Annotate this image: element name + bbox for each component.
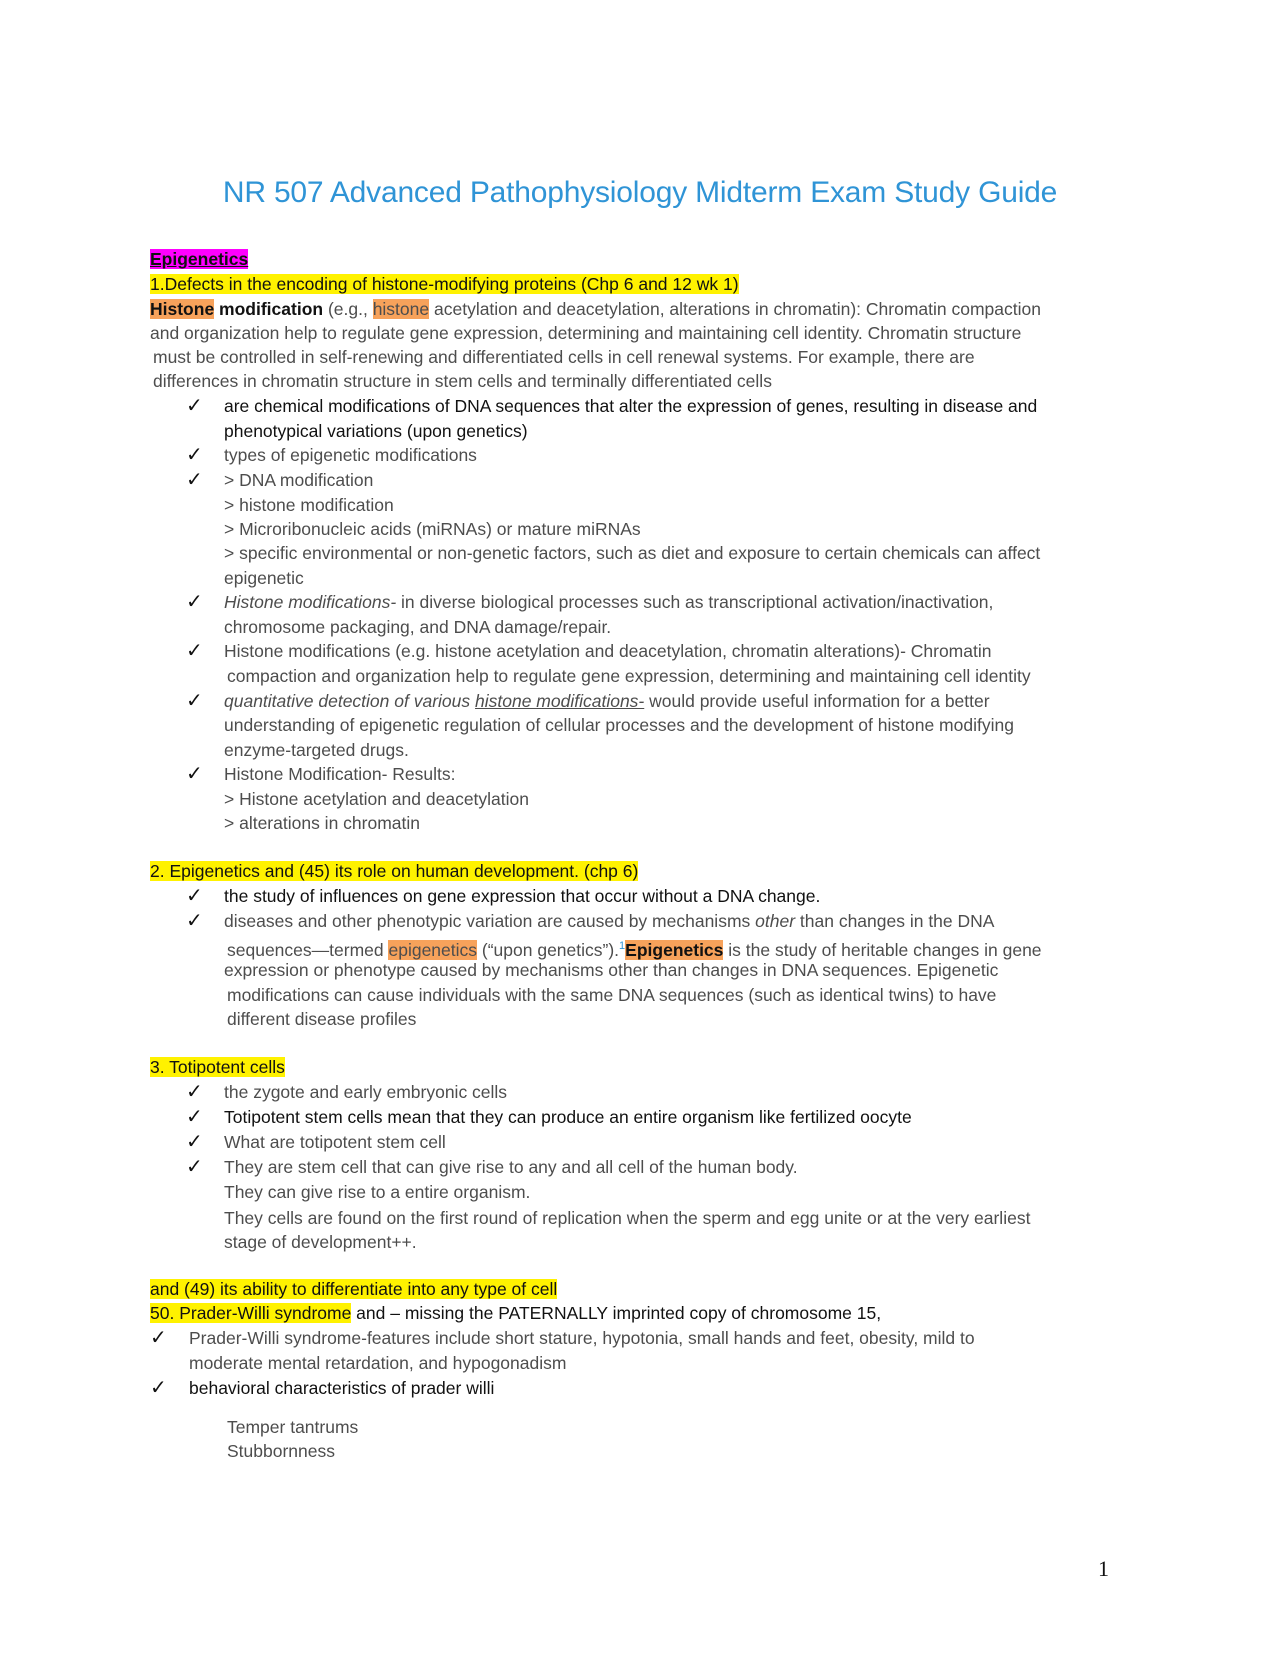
check-icon: ✓ bbox=[186, 469, 203, 491]
check-icon: ✓ bbox=[186, 1081, 203, 1103]
bullet-text: diseases and other phenotypic variation are caused by mechanisms other than changes in the DNA bbox=[224, 911, 995, 931]
bullet-text: > DNA modification bbox=[224, 470, 374, 490]
document-title: NR 507 Advanced Pathophysiology Midterm Exam Study Guide bbox=[222, 176, 1058, 209]
bullet-text: stage of development++. bbox=[224, 1232, 417, 1252]
paragraph-line: Histone modification (e.g., histone acetylation and deacetylation, alterations in chromatin): Chromatin compaction bbox=[150, 299, 1041, 319]
bullet-text: They are stem cell that can give rise to any and all cell of the human body. bbox=[224, 1157, 798, 1177]
bullet-text: behavioral characteristics of prader willi bbox=[189, 1378, 495, 1398]
check-icon: ✓ bbox=[150, 1377, 167, 1399]
bullet-text: chromosome packaging, and DNA damage/repair. bbox=[224, 617, 612, 637]
list-item: Temper tantrums bbox=[227, 1417, 359, 1437]
bullet-text: modifications can cause individuals with the same DNA sequences (such as identical twins) to have bbox=[227, 985, 997, 1005]
bullet-text: Histone modifications- in diverse biological processes such as transcriptional activation/inactivation, bbox=[224, 592, 994, 612]
bullet-text: Totipotent stem cells mean that they can produce an entire organism like fertilized oocyte bbox=[224, 1107, 912, 1127]
bullet-text: epigenetic bbox=[224, 568, 304, 588]
bullet-text: are chemical modifications of DNA sequences that alter the expression of genes, resulting in disease and bbox=[224, 396, 1038, 416]
bullet-text: compaction and organization help to regulate gene expression, determining and maintaining cell identity bbox=[227, 666, 1031, 686]
paragraph-line: differences in chromatin structure in stem cells and terminally differentiated cells bbox=[153, 371, 772, 391]
footnote-link[interactable]: 1 bbox=[619, 940, 626, 952]
bullet-text: moderate mental retardation, and hypogonadism bbox=[189, 1353, 567, 1373]
check-icon: ✓ bbox=[186, 1131, 203, 1153]
check-icon: ✓ bbox=[186, 763, 203, 785]
check-icon: ✓ bbox=[186, 1156, 203, 1178]
section-heading-epigenetics: Epigenetics bbox=[150, 249, 249, 269]
bullet-text: understanding of epigenetic regulation of cellular processes and the development of histone modifying bbox=[224, 715, 1014, 735]
bullet-text: Histone Modification- Results: bbox=[224, 764, 456, 784]
question-3: 3. Totipotent cells bbox=[150, 1057, 285, 1077]
check-icon: ✓ bbox=[186, 1106, 203, 1128]
bullet-text: > histone modification bbox=[224, 495, 394, 515]
check-icon: ✓ bbox=[150, 1327, 167, 1349]
paragraph-line: must be controlled in self-renewing and differentiated cells in cell renewal systems. For example, there are bbox=[153, 347, 975, 367]
bullet-text: They cells are found on the first round of replication when the sperm and egg unite or at the very earliest bbox=[224, 1208, 1031, 1228]
bullet-text: Histone modifications (e.g. histone acetylation and deacetylation, chromatin alterations)- Chromatin bbox=[224, 641, 992, 661]
bullet-text: sequences—termed epigenetics (“upon genetics”).$^1$Epigenetics is the study of heritable changes in gene bbox=[227, 939, 1042, 960]
list-item: Stubbornness bbox=[227, 1441, 335, 1461]
page-number: 1 bbox=[1098, 1556, 1109, 1581]
bullet-text: What are totipotent stem cell bbox=[224, 1132, 446, 1152]
bullet-text: the study of influences on gene expression that occur without a DNA change. bbox=[224, 886, 821, 906]
check-icon: ✓ bbox=[186, 395, 203, 417]
check-icon: ✓ bbox=[186, 444, 203, 466]
paragraph-line: and organization help to regulate gene expression, determining and maintaining cell identity. Chromatin structure bbox=[150, 323, 1022, 343]
check-icon: ✓ bbox=[186, 640, 203, 662]
question-49: and (49) its ability to differentiate into any type of cell bbox=[150, 1279, 558, 1299]
check-icon: ✓ bbox=[186, 690, 203, 712]
bullet-text: Prader-Willi syndrome-features include short stature, hypotonia, small hands and feet, obesity, mild to bbox=[189, 1328, 975, 1348]
check-icon: ✓ bbox=[186, 591, 203, 613]
bullet-text: types of epigenetic modifications bbox=[224, 445, 477, 465]
bullet-text: phenotypical variations (upon genetics) bbox=[224, 421, 528, 441]
bullet-text: enzyme-targeted drugs. bbox=[224, 740, 409, 760]
bullet-text: expression or phenotype caused by mechanisms other than changes in DNA sequences. Epigenetic bbox=[224, 960, 999, 980]
question-2: 2. Epigenetics and (45) its role on human development. (chp 6) bbox=[150, 861, 639, 881]
question-1: 1.Defects in the encoding of histone-modifying proteins (Chp 6 and 12 wk 1) bbox=[150, 274, 739, 294]
bullet-text: > Microribonucleic acids (miRNAs) or mature miRNAs bbox=[224, 519, 641, 539]
bullet-text: They can give rise to a entire organism. bbox=[224, 1182, 531, 1202]
question-50: 50. Prader-Willi syndrome and – missing the PATERNALLY imprinted copy of chromosome 15, bbox=[150, 1303, 882, 1323]
bullet-text: different disease profiles bbox=[227, 1009, 417, 1029]
check-icon: ✓ bbox=[186, 910, 203, 932]
bullet-text: the zygote and early embryonic cells bbox=[224, 1082, 508, 1102]
bullet-text: quantitative detection of various histone modifications- would provide useful information for a better bbox=[224, 691, 990, 711]
bullet-text: > alterations in chromatin bbox=[224, 813, 421, 833]
bullet-text: > specific environmental or non-genetic factors, such as diet and exposure to certain chemicals can affect bbox=[224, 543, 1041, 563]
bullet-text: > Histone acetylation and deacetylation bbox=[224, 789, 529, 809]
check-icon: ✓ bbox=[186, 885, 203, 907]
